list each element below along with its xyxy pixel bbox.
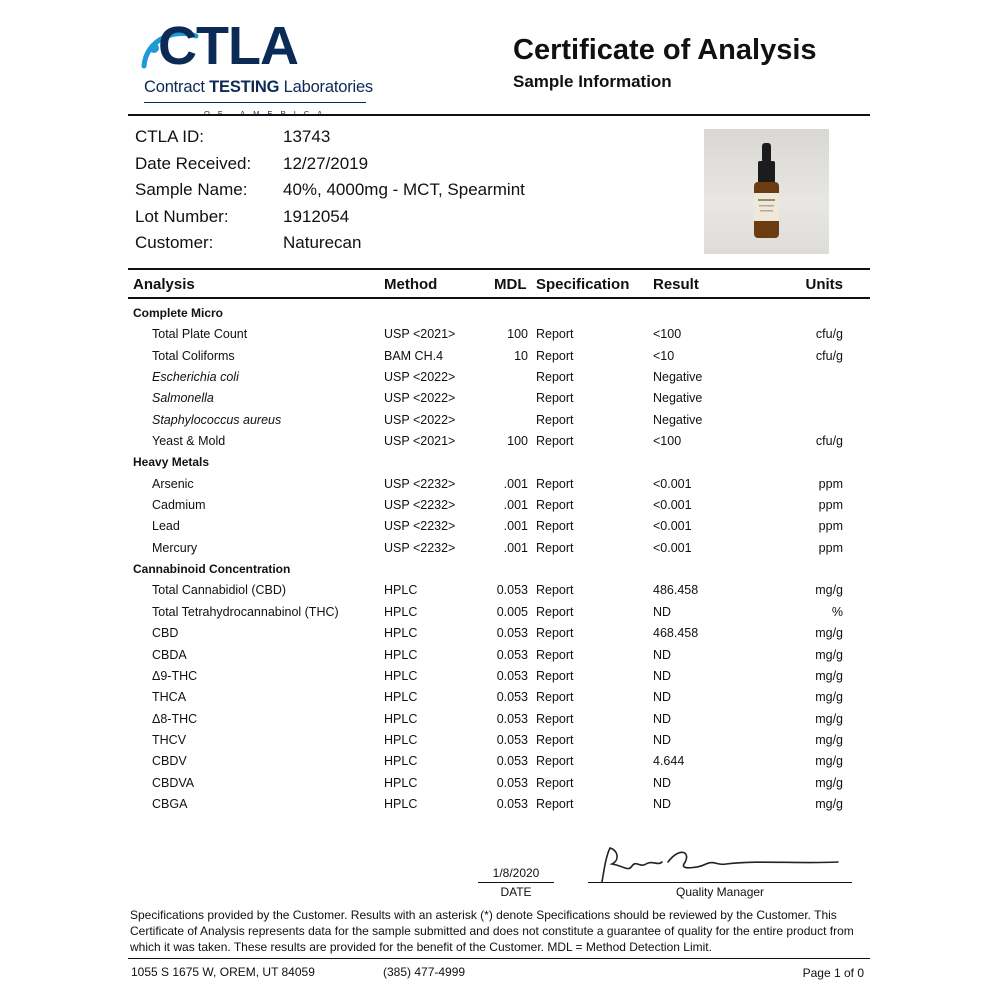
header-method: Method	[384, 276, 438, 293]
method-cell: USP <2232>	[384, 540, 456, 555]
page-number: Page 1 of 0	[802, 966, 864, 980]
table-row	[0, 580, 1000, 601]
result-cell: <0.001	[653, 476, 692, 491]
specification-cell: Report	[536, 434, 574, 449]
analyte-name: Total Plate Count	[152, 327, 248, 342]
specification-cell: Report	[536, 498, 574, 513]
dropper-bottle-icon	[704, 129, 829, 254]
units-cell: ppm	[818, 519, 843, 534]
table-row	[0, 709, 1000, 730]
specification-cell: Report	[536, 476, 574, 491]
specification-cell: Report	[536, 519, 574, 534]
header-divider	[128, 114, 870, 116]
result-cell: Negative	[653, 391, 703, 406]
specification-cell: Report	[536, 668, 574, 683]
table-row	[0, 794, 1000, 815]
specification-cell: Report	[536, 327, 574, 342]
mdl-cell: 0.053	[496, 647, 528, 662]
specification-cell: Report	[536, 690, 574, 705]
info-label: Date Received:	[135, 153, 252, 173]
info-value: Naturecan	[283, 233, 362, 252]
info-label: Lot Number:	[135, 206, 229, 226]
lab-phone: (385) 477-4999	[383, 965, 466, 979]
table-row	[0, 645, 1000, 666]
method-cell: HPLC	[384, 604, 418, 619]
mdl-cell: 10	[514, 348, 528, 363]
result-cell: ND	[653, 647, 672, 662]
header-mdl: MDL	[494, 276, 527, 293]
results-table	[0, 303, 1000, 815]
mdl-cell: 0.053	[496, 732, 528, 747]
method-cell: HPLC	[384, 732, 418, 747]
section-heading-row	[0, 452, 1000, 473]
mdl-cell: 100	[507, 327, 528, 342]
analyte-name: Staphylococcus aureus	[152, 412, 282, 427]
specification-cell: Report	[536, 647, 574, 662]
mdl-cell: .001	[503, 540, 528, 555]
table-row	[0, 666, 1000, 687]
analyte-name: CBGA	[152, 796, 188, 811]
mdl-cell: 0.053	[496, 711, 528, 726]
result-cell: Negative	[653, 412, 703, 427]
table-row	[0, 538, 1000, 559]
info-value: 13743	[283, 127, 331, 146]
table-row	[0, 773, 1000, 794]
header-analysis: Analysis	[133, 276, 195, 293]
analyte-name: Salmonella	[152, 391, 214, 406]
section-heading: Heavy Metals	[133, 455, 210, 470]
method-cell: USP <2022>	[384, 391, 456, 406]
info-row	[135, 177, 525, 204]
units-cell: ppm	[818, 498, 843, 513]
method-cell: USP <2232>	[384, 476, 456, 491]
table-row	[0, 687, 1000, 708]
product-photo	[704, 129, 829, 254]
section-heading: Complete Micro	[133, 306, 224, 320]
specification-cell: Report	[536, 775, 574, 790]
table-header	[133, 276, 869, 296]
mdl-cell: 0.053	[496, 583, 528, 598]
mdl-cell: .001	[503, 519, 528, 534]
mdl-cell: 0.053	[496, 775, 528, 790]
analyte-name: Total Cannabidiol (CBD)	[152, 583, 287, 598]
info-value: 1912054	[283, 206, 350, 226]
header-units: Units	[805, 276, 843, 293]
analyte-name: CBD	[152, 626, 179, 641]
signature-line	[588, 882, 852, 883]
analyte-name: Total Tetrahydrocannabinol (THC)	[152, 604, 339, 619]
result-cell: ND	[653, 775, 672, 790]
info-label: CTLA ID:	[135, 127, 204, 146]
method-cell: HPLC	[384, 690, 418, 705]
analyte-name: CBDVA	[152, 775, 195, 790]
specification-cell: Report	[536, 391, 574, 406]
mdl-cell: 0.053	[496, 626, 528, 641]
analyte-name: Cadmium	[152, 498, 206, 513]
method-cell: USP <2022>	[384, 412, 456, 427]
specification-cell: Report	[536, 583, 574, 598]
result-cell: 468.458	[653, 626, 699, 641]
section-heading-row	[0, 303, 1000, 324]
method-cell: HPLC	[384, 647, 418, 662]
mdl-cell: .001	[503, 476, 528, 491]
analyte-name: Lead	[152, 519, 180, 534]
info-row	[135, 151, 525, 178]
document-title: Certificate of Analysis	[513, 34, 817, 66]
method-cell: HPLC	[384, 668, 418, 683]
mdl-cell: 100	[507, 434, 528, 449]
specification-cell: Report	[536, 412, 574, 427]
ctla-logo	[140, 14, 380, 118]
lab-address: 1055 S 1675 W, OREM, UT 84059	[131, 965, 315, 979]
table-row	[0, 751, 1000, 772]
specification-cell: Report	[536, 732, 574, 747]
table-row	[0, 623, 1000, 644]
info-value: 40%, 4000mg - MCT, Spearmint	[283, 180, 525, 199]
result-cell: ND	[653, 711, 672, 726]
result-cell: Negative	[653, 370, 703, 385]
specification-cell: Report	[536, 348, 574, 363]
table-row	[0, 410, 1000, 431]
method-cell: USP <2021>	[384, 434, 456, 449]
analyte-name: Total Coliforms	[152, 348, 235, 363]
units-cell: mg/g	[815, 626, 843, 641]
result-cell: <10	[653, 348, 675, 363]
units-cell: cfu/g	[815, 434, 843, 449]
header-specification: Specification	[536, 276, 630, 293]
result-cell: <0.001	[653, 519, 692, 534]
result-cell: 486.458	[653, 583, 699, 598]
units-cell: mg/g	[815, 732, 843, 747]
logo-company-name: Contract TESTING Laboratories	[144, 78, 373, 96]
logo-tagline: OF AMERICA	[204, 109, 331, 118]
info-label: Customer:	[135, 233, 214, 252]
table-row	[0, 474, 1000, 495]
table-row	[0, 495, 1000, 516]
specification-cell: Report	[536, 754, 574, 769]
analyte-name: Δ9-THC	[152, 668, 198, 683]
table-top-rule	[128, 268, 870, 270]
footer-divider	[128, 958, 870, 959]
table-row	[0, 516, 1000, 537]
specification-cell: Report	[536, 540, 574, 555]
sample-info	[135, 124, 525, 257]
units-cell: mg/g	[815, 754, 843, 769]
analyte-name: Mercury	[152, 540, 198, 555]
result-cell: <0.001	[653, 540, 692, 555]
method-cell: BAM CH.4	[384, 348, 444, 363]
mdl-cell: 0.053	[496, 754, 528, 769]
specification-cell: Report	[536, 604, 574, 619]
result-cell: <100	[653, 327, 682, 342]
date-label: DATE	[500, 885, 532, 899]
specification-cell: Report	[536, 370, 574, 385]
units-cell: mg/g	[815, 775, 843, 790]
mdl-cell: 0.053	[496, 796, 528, 811]
mdl-cell: .001	[503, 498, 528, 513]
info-label: Sample Name:	[135, 180, 248, 199]
analyte-name: THCA	[152, 690, 187, 705]
handwritten-signature	[588, 842, 848, 886]
signature-date: 1/8/2020	[492, 866, 540, 880]
units-cell: cfu/g	[815, 327, 843, 342]
table-row	[0, 367, 1000, 388]
header-result: Result	[653, 276, 699, 293]
date-line	[478, 882, 554, 883]
specification-cell: Report	[536, 796, 574, 811]
method-cell: HPLC	[384, 711, 418, 726]
section-heading: Cannabinoid Concentration	[133, 562, 291, 577]
specification-cell: Report	[536, 626, 574, 641]
method-cell: HPLC	[384, 583, 418, 598]
units-cell: mg/g	[815, 690, 843, 705]
mdl-cell: 0.005	[496, 604, 528, 619]
units-cell: ppm	[818, 476, 843, 491]
method-cell: USP <2022>	[384, 370, 456, 385]
method-cell: USP <2232>	[384, 498, 456, 513]
table-row	[0, 346, 1000, 367]
analyte-name: THCV	[152, 732, 187, 747]
mdl-cell: 0.053	[496, 668, 528, 683]
units-cell: mg/g	[815, 711, 843, 726]
table-row	[0, 324, 1000, 345]
mdl-cell: 0.053	[496, 690, 528, 705]
method-cell: HPLC	[384, 775, 418, 790]
result-cell: ND	[653, 668, 672, 683]
specification-cell: Report	[536, 711, 574, 726]
units-cell: cfu/g	[815, 348, 843, 363]
units-cell: mg/g	[815, 583, 843, 598]
result-cell: 4.644	[653, 754, 685, 769]
analyte-name: Yeast & Mold	[152, 434, 226, 449]
info-row	[135, 204, 525, 231]
table-header-rule	[128, 297, 870, 299]
method-cell: HPLC	[384, 626, 418, 641]
units-cell: mg/g	[815, 796, 843, 811]
info-row	[135, 230, 525, 257]
units-cell: ppm	[818, 540, 843, 555]
analyte-name: Δ8-THC	[152, 711, 198, 726]
signer-title: Quality Manager	[676, 885, 765, 899]
method-cell: HPLC	[384, 754, 418, 769]
analyte-name: Escherichia coli	[152, 370, 239, 385]
table-row	[0, 730, 1000, 751]
footnote: Specifications provided by the Customer. Results with an asterisk (*) denote Specifications should be reviewed by the Customer. This Certificate of Analysis represents data for the sample submitted and does not constitute a guarantee of quality for the entire product from which it was taken. These results are provided for the benefit of the Customer. MDL = Method Detection Limit.	[130, 908, 854, 954]
document-subtitle: Sample Information	[513, 72, 672, 91]
analyte-name: CBDA	[152, 647, 187, 662]
table-row	[0, 602, 1000, 623]
table-row	[0, 388, 1000, 409]
info-row	[135, 124, 525, 151]
analyte-name: Arsenic	[152, 476, 194, 491]
method-cell: USP <2021>	[384, 327, 456, 342]
method-cell: HPLC	[384, 796, 418, 811]
result-cell: ND	[653, 604, 672, 619]
section-heading-row	[0, 559, 1000, 580]
result-cell: <0.001	[653, 498, 692, 513]
units-cell: %	[831, 604, 843, 619]
analyte-name: CBDV	[152, 754, 187, 769]
units-cell: mg/g	[815, 668, 843, 683]
info-value: 12/27/2019	[283, 153, 369, 173]
logo-divider	[144, 102, 366, 103]
result-cell: ND	[653, 796, 672, 811]
logo-wordmark: CTLA	[158, 16, 298, 76]
result-cell: <100	[653, 434, 682, 449]
method-cell: USP <2232>	[384, 519, 456, 534]
table-row	[0, 431, 1000, 452]
result-cell: ND	[653, 690, 672, 705]
result-cell: ND	[653, 732, 672, 747]
units-cell: mg/g	[815, 647, 843, 662]
